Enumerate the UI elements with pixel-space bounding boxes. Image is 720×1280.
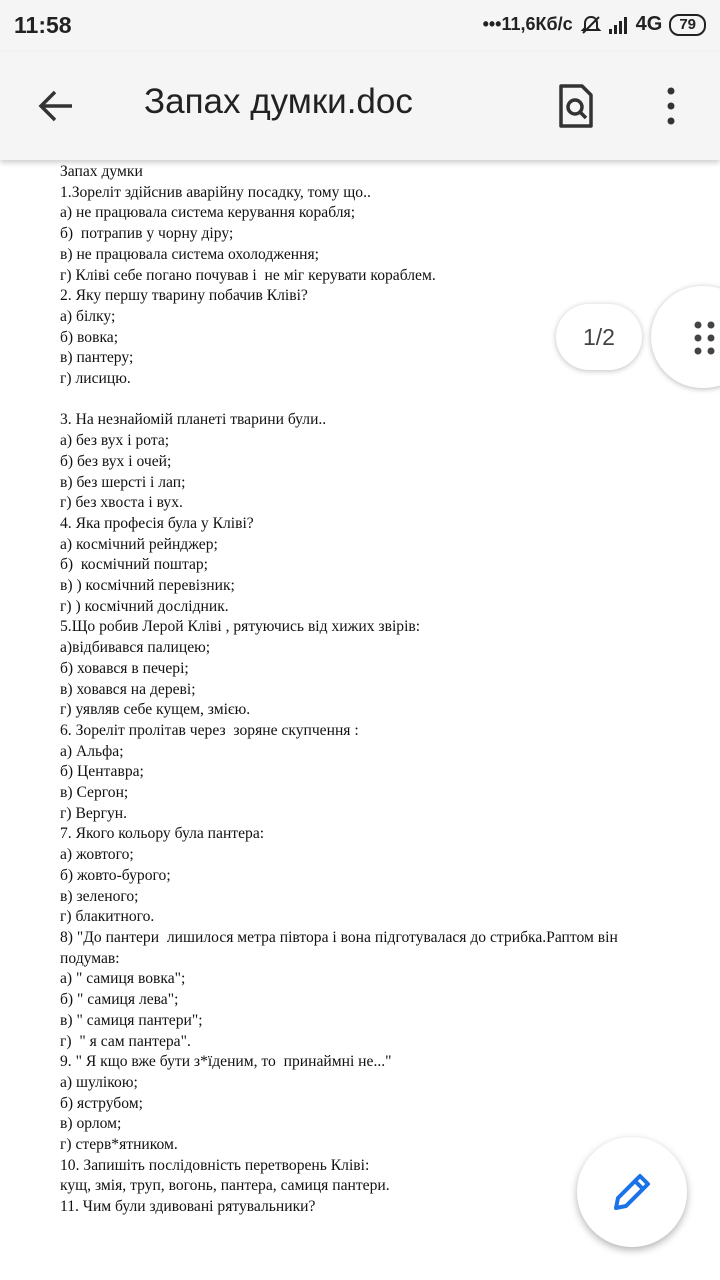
document-line: а) Альфа;: [60, 742, 124, 760]
edit-button[interactable]: [577, 1137, 687, 1247]
more-vert-icon: [656, 82, 686, 130]
document-line: б) без вух і очей;: [60, 452, 172, 470]
document-line: 1.Зореліт здійснив аварійну посадку, тому що..: [60, 183, 371, 201]
document-line: 8) "До пантери лишилося метра півтора і вона підготувалася до стрибка.Раптом він: [60, 929, 618, 946]
document-line: 5.Що робив Лерой Кліві , рятуючись від хижих звірів:: [60, 618, 421, 636]
status-time: 11:58: [14, 12, 72, 38]
document-line: а) шулікою;: [60, 1073, 138, 1091]
pencil-icon: [610, 1170, 654, 1214]
document-line: г) ) космічний дослідник.: [60, 597, 229, 615]
document-line: б) ховався в печері;: [60, 659, 189, 677]
network-speed: •••11,6Кб/с: [482, 14, 573, 34]
document-line: в) пантеру;: [60, 349, 134, 367]
document-line: г) лисицю.: [60, 370, 131, 388]
document-line: в) не працювала система охолодження;: [60, 245, 319, 263]
find-in-document-icon: [552, 82, 600, 130]
status-icons: [476, 13, 706, 36]
document-line: а) не працювала система керування корабля;: [60, 204, 356, 222]
status-bar: [0, 0, 720, 52]
document-title: Запах думки.doc: [144, 82, 413, 121]
document-line: б) потрапив у чорну діру;: [60, 225, 234, 243]
document-line: 2. Яку першу тварину побачив Кліві?: [60, 287, 308, 305]
document-line: г) без хвоста і вух.: [60, 494, 183, 512]
document-line: 9. " Я кщо вже бути з*їденим, то принаймні не...": [60, 1053, 392, 1071]
document-line: а) білку;: [60, 307, 116, 325]
document-line: а) жовтого;: [60, 846, 134, 864]
document-line: а) космічний рейнджер;: [60, 535, 218, 553]
document-line: в) ховався на дереві;: [60, 680, 196, 698]
document-line: г) " я сам пантера".: [60, 1032, 191, 1050]
network-type: 4G: [635, 13, 663, 35]
document-line: г) Вергун.: [60, 804, 128, 822]
document-line: в) без шерсті і лап;: [60, 473, 186, 491]
document-line: Запах думки: [60, 163, 143, 180]
document-line: [60, 390, 710, 411]
document-line: в) ) космічний перевізник;: [60, 577, 235, 595]
document-line: а) " самиця вовка";: [60, 970, 186, 988]
document-line: г) блакитного.: [60, 908, 155, 926]
find-in-document-button[interactable]: [552, 82, 600, 130]
more-options-button[interactable]: [656, 82, 686, 130]
back-arrow-icon: [34, 84, 78, 128]
document-line: а) без вух і рота;: [60, 432, 170, 450]
app-bar: [0, 52, 720, 160]
document-line: 11. Чим були здивовані рятувальники?: [60, 1198, 316, 1216]
page-indicator: 1/2: [556, 304, 642, 370]
document-line: 6. Зореліт пролітав через зоряне скупчення :: [60, 721, 359, 739]
document-line: б) жовто-бурого;: [60, 866, 171, 884]
document-line: г) уявляв себе кущем, змією.: [60, 701, 251, 719]
document-line: 4. Яка професія була у Кліві?: [60, 514, 254, 532]
document-line: г) Кліві себе погано почував і не міг керувати кораблем.: [60, 266, 436, 284]
silent-icon: [580, 14, 602, 36]
document-line: 3. На незнайомій планеті тварини були..: [60, 411, 327, 429]
document-line: в) Сергон;: [60, 784, 129, 802]
document-line: б) Центавра;: [60, 763, 144, 781]
document-line: б) космічний поштар;: [60, 556, 208, 574]
signal-icon: [609, 16, 629, 34]
document-line: в) зеленого;: [60, 887, 139, 905]
back-button[interactable]: [34, 84, 78, 128]
document-line: б) вовка;: [60, 328, 119, 346]
document-line: в) орлом;: [60, 1115, 122, 1133]
document-line: 10. Запишіть послідовність перетворень Кліві:: [60, 1156, 370, 1174]
document-line: г) стерв*ятником.: [60, 1136, 178, 1154]
document-line: подумав:: [60, 949, 120, 967]
document-line: в) " самиця пантери";: [60, 1011, 203, 1029]
document-line: кущ, змія, труп, вогонь, пантера, самиця пантери.: [60, 1177, 390, 1195]
document-line: б) яструбом;: [60, 1094, 143, 1112]
document-line: а)відбивався палицею;: [60, 639, 211, 657]
document-line: 7. Якого кольору була пантера:: [60, 825, 265, 843]
document-line: б) " самиця лева";: [60, 991, 179, 1009]
battery-icon: 79: [669, 14, 706, 36]
drag-handle-icon: [693, 320, 717, 356]
